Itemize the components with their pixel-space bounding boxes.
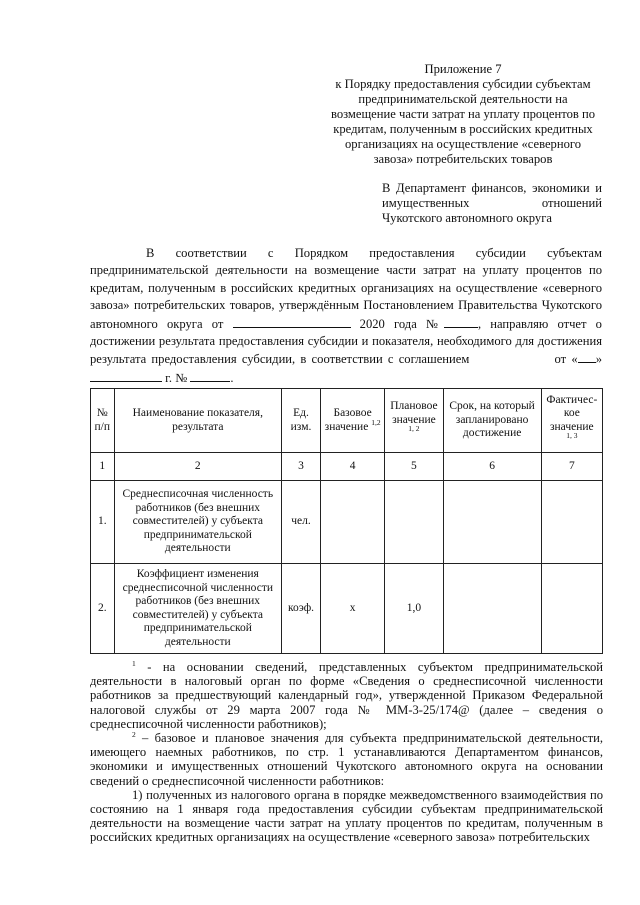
header-base-label: Базовое значение — [324, 407, 372, 433]
footnotes — [90, 660, 603, 845]
footnote-text: - на основании сведений, представленных субъектом предпринимательской деятельности в налоговый орган по форме «Сведения о среднесписочной численности работников за предшествующий календарный год», утвержденной Приказом Федеральной налоговой службы от 29 марта 2007 года № ММ-3-25/174@ (далее – сведения о среднесписочной численности работников); — [90, 660, 603, 731]
footnote-item-1: 1) полученных из налогового органа в порядке межведомственного взаимодействия по состоянию на 1 января года предоставления субсидии субъектам предпринимательской деятельности на возмещение части затрат на уплату процентов по кредитам, полученным в российских кредитных организациях на осуществление «северного завоза» потребительских — [90, 787, 603, 845]
header-base — [320, 389, 384, 453]
header-num: № п/п — [91, 389, 115, 453]
header-fact-label: Фактичес-кое значение — [546, 393, 598, 433]
footnote-2 — [90, 731, 603, 788]
footnote-ref: 1,2 — [371, 417, 381, 427]
header-term: Срок, на который запланировано достижение — [443, 389, 541, 453]
row-term-cell[interactable] — [443, 564, 541, 654]
header-name: Наименование показателя, результата — [114, 389, 282, 453]
appendix-line: к Порядку предоставления субсидии субъектам — [335, 77, 591, 91]
table-row — [91, 481, 603, 564]
intro-text-2: , направляю отчет о достижении результата предоставления субсидии и показателя, необходимого для достижения результата предоставления субсидии, в соответствии с соглашением — [90, 316, 602, 367]
row-unit: чел. — [282, 481, 321, 564]
year-text: 2020 года № — [359, 316, 444, 331]
addressee-line: Чукотского автономного округа — [382, 211, 552, 225]
number-blank[interactable] — [444, 315, 478, 328]
column-number: 3 — [282, 453, 321, 481]
row-fact-cell[interactable] — [541, 481, 602, 564]
column-number: 2 — [114, 453, 282, 481]
header-unit: Ед. изм. — [282, 389, 321, 453]
row-plan-cell[interactable]: 1,0 — [385, 564, 443, 654]
column-number: 6 — [443, 453, 541, 481]
column-number: 4 — [320, 453, 384, 481]
appendix-line: завоза» потребительских товаров — [373, 152, 553, 166]
addressee-block — [382, 181, 602, 226]
appendix-line: организациях на осуществление «северного — [344, 137, 582, 151]
month-blank[interactable] — [90, 369, 162, 382]
report-table — [90, 388, 603, 654]
header-plan — [385, 389, 443, 453]
from-text: от « — [554, 352, 578, 367]
agreement-number-blank[interactable] — [190, 369, 230, 382]
footnote-ref: 1, 2 — [408, 424, 420, 434]
row-num: 1. — [91, 481, 115, 564]
intro-text: В соответствии с Порядком предоставления субсидии субъектам предпринимательской деятельности на возмещение части затрат на уплату процентов по кредитам, полученным в российских кредитных организациях на осуществление «северного завоза» потребительских товаров, утверждённым Постановлением Правительства Чукотского автономного округа от — [90, 246, 602, 331]
row-base-cell[interactable] — [320, 481, 384, 564]
footnote-1 — [90, 660, 603, 731]
column-number: 7 — [541, 453, 602, 481]
header-plan-label: Плановое значение — [390, 400, 438, 426]
row-plan-cell[interactable] — [385, 481, 443, 564]
row-unit: коэф. — [282, 564, 321, 654]
appendix-line: кредитам, полученным в российских кредитных — [333, 122, 593, 136]
header-fact — [541, 389, 602, 453]
quote-close: » — [595, 352, 602, 367]
footnote-ref: 1, 3 — [566, 431, 578, 441]
appendix-line: возмещение части затрат на уплату процентов по — [330, 107, 596, 121]
intro-end: . — [230, 370, 234, 385]
footnote-marker: 1 — [132, 658, 136, 668]
footnote-text: – базовое и плановое значения для субъекта предпринимательской деятельности, имеющего наемных работников, по стр. 1 устанавливаются Департаментом финансов, экономики и имущественных отношений Чукотского автономного округа на основании сведений о среднесписочной численности работников: — [90, 731, 603, 788]
addressee-line: имущественных отношений — [382, 196, 602, 210]
row-base-cell[interactable]: х — [320, 564, 384, 654]
appendix-line: предпринимательской деятельности на — [358, 92, 568, 106]
column-number: 1 — [91, 453, 115, 481]
table-row — [91, 564, 603, 654]
year-suffix: г. № — [165, 370, 188, 385]
row-num: 2. — [91, 564, 115, 654]
row-term-cell[interactable] — [443, 481, 541, 564]
day-blank[interactable] — [578, 350, 596, 363]
column-number: 5 — [385, 453, 443, 481]
footnote-marker: 2 — [132, 729, 136, 739]
row-name: Среднесписочная численность работников (без внешних совместителей) у субъекта предпринимательской деятельности — [114, 481, 282, 564]
appendix-line: Приложение 7 — [424, 62, 502, 76]
column-number-row — [91, 453, 603, 481]
addressee-line: В Департамент финансов, экономики и — [382, 181, 602, 195]
row-name: Коэффициент изменения среднесписочной численности работников (без внешних совместителей) у субъекта предпринимательской деятельности — [114, 564, 282, 654]
table-header-row — [91, 389, 603, 453]
row-fact-cell[interactable] — [541, 564, 602, 654]
date-blank[interactable] — [233, 315, 351, 328]
appendix-header — [326, 62, 600, 167]
intro-paragraph — [90, 245, 602, 387]
